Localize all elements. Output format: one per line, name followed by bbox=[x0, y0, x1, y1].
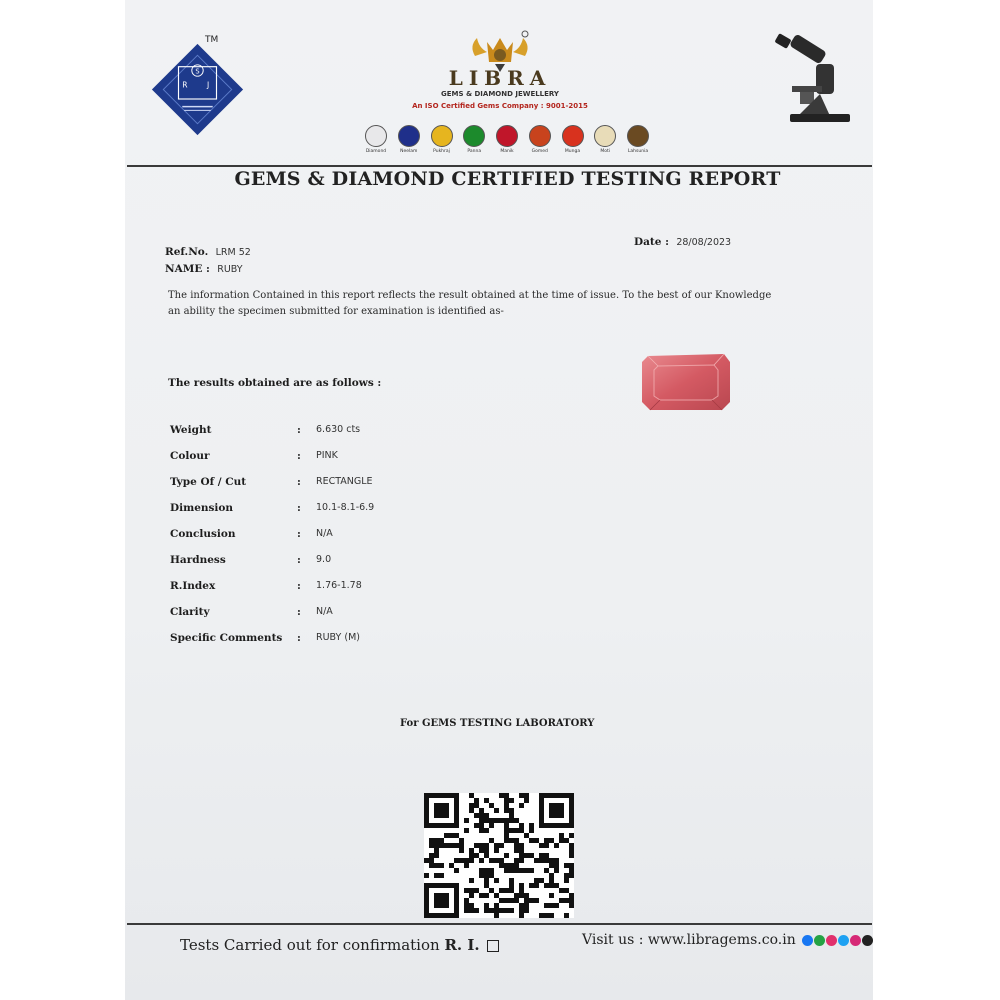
gemstone-icon bbox=[562, 125, 584, 147]
intro-paragraph: The information Contained in this report reflects the result obtained at the time of issue. To the best of our Knowledge an ability the specimen submitted for examination is identified as- bbox=[168, 290, 772, 317]
checkbox-square-icon bbox=[487, 940, 499, 952]
gemstone-icon bbox=[496, 125, 518, 147]
ruby-stone-image bbox=[638, 352, 733, 412]
spec-value: N/A bbox=[316, 528, 333, 539]
gemstone-name: Panna bbox=[467, 149, 482, 154]
social-icons bbox=[802, 935, 873, 946]
spec-value: 6.630 cts bbox=[316, 424, 361, 435]
spec-label: Type Of / Cut bbox=[170, 476, 247, 488]
brand-subtitle: GEMS & DIAMOND JEWELLERY bbox=[440, 90, 560, 98]
tests-code: R. I. bbox=[444, 936, 480, 954]
results-heading: The results obtained are as follows : bbox=[168, 377, 382, 389]
spec-colon: : bbox=[297, 424, 301, 436]
spec-label: Clarity bbox=[170, 606, 210, 618]
gemstone-item bbox=[395, 125, 423, 161]
social-icon[interactable] bbox=[802, 935, 813, 946]
name-label: NAME : bbox=[165, 263, 210, 275]
gemstone-icon bbox=[463, 125, 485, 147]
gemstone-icon bbox=[398, 125, 420, 147]
spec-label: Colour bbox=[170, 450, 210, 462]
gemstone-icon bbox=[627, 125, 649, 147]
gemstone-name: Munga bbox=[564, 149, 581, 154]
gemstone-item bbox=[428, 125, 456, 161]
gemstone-item bbox=[460, 125, 488, 161]
gemstone-name: Gomed bbox=[531, 149, 548, 154]
date-label: Date : bbox=[634, 236, 669, 248]
gemstone-name: Lahsunia bbox=[627, 149, 649, 154]
gemstone-row bbox=[362, 125, 652, 161]
gemstone-name: Moti bbox=[600, 149, 611, 154]
social-icon[interactable] bbox=[826, 935, 837, 946]
report-date bbox=[634, 236, 731, 248]
gemstone-icon bbox=[365, 125, 387, 147]
social-icon[interactable] bbox=[838, 935, 849, 946]
social-icon[interactable] bbox=[850, 935, 861, 946]
brand-name: LIBRA bbox=[448, 66, 552, 90]
svg-text:S: S bbox=[195, 67, 200, 76]
spec-colon: : bbox=[297, 606, 301, 618]
spec-value: 1.76-1.78 bbox=[316, 580, 362, 591]
gemstone-item bbox=[591, 125, 619, 161]
spec-label: Conclusion bbox=[170, 528, 236, 540]
trademark-label: TM bbox=[205, 35, 219, 45]
spec-value: PINK bbox=[316, 450, 338, 461]
tests-confirmation bbox=[180, 936, 499, 954]
background-right bbox=[873, 0, 1000, 1000]
website-line bbox=[582, 932, 873, 948]
svg-text:R: R bbox=[182, 80, 188, 90]
ref-label: Ref.No. bbox=[165, 246, 209, 258]
website-link[interactable]: Visit us : www.libragems.co.in bbox=[582, 932, 796, 948]
gemstone-item bbox=[559, 125, 587, 161]
gemstone-name: Pukhraj bbox=[433, 149, 450, 154]
tests-text: Tests Carried out for confirmation bbox=[180, 936, 440, 954]
spec-value: 9.0 bbox=[316, 554, 332, 565]
spec-colon: : bbox=[297, 632, 301, 644]
spec-label: Weight bbox=[170, 424, 212, 436]
stone-name bbox=[165, 263, 243, 275]
gemstone-item bbox=[362, 125, 390, 161]
microscope-icon bbox=[770, 30, 855, 125]
gemstone-item bbox=[526, 125, 554, 161]
date-value: 28/08/2023 bbox=[676, 237, 732, 248]
spec-colon: : bbox=[297, 554, 301, 566]
reference-number bbox=[165, 246, 251, 258]
spec-label: Specific Comments bbox=[170, 632, 283, 644]
svg-text:J: J bbox=[207, 80, 210, 90]
gemstone-name: Neelam bbox=[400, 149, 418, 154]
spec-label: Dimension bbox=[170, 502, 234, 514]
social-icon[interactable] bbox=[814, 935, 825, 946]
qr-code[interactable] bbox=[424, 793, 574, 918]
header-divider bbox=[127, 165, 872, 167]
spec-colon: : bbox=[297, 580, 301, 592]
name-value: RUBY bbox=[217, 264, 243, 275]
spec-colon: : bbox=[297, 450, 301, 462]
spec-value: N/A bbox=[316, 606, 333, 617]
gemstone-item bbox=[624, 125, 652, 161]
spec-label: Hardness bbox=[170, 554, 226, 566]
ref-value: LRM 52 bbox=[215, 247, 251, 258]
spec-colon: : bbox=[297, 476, 301, 488]
spec-value: 10.1-8.1-6.9 bbox=[316, 502, 375, 513]
spec-value: RECTANGLE bbox=[316, 476, 373, 487]
gemstone-name: Manik bbox=[500, 149, 514, 154]
social-icon[interactable] bbox=[862, 935, 873, 946]
gemstone-icon bbox=[529, 125, 551, 147]
report-title: GEMS & DIAMOND CERTIFIED TESTING REPORT bbox=[234, 168, 781, 190]
iso-certification-line: An ISO Certified Gems Company : 9001-2015 bbox=[412, 102, 588, 110]
lab-signature: For GEMS TESTING LABORATORY bbox=[400, 718, 595, 729]
spec-label: R.Index bbox=[170, 580, 216, 592]
spec-colon: : bbox=[297, 502, 301, 514]
gemstone-icon bbox=[431, 125, 453, 147]
gemstone-name: Diamond bbox=[365, 149, 387, 154]
footer-divider bbox=[127, 923, 872, 925]
spec-value: RUBY (M) bbox=[316, 632, 360, 643]
gemstone-icon bbox=[594, 125, 616, 147]
srj-diamond-logo bbox=[150, 42, 245, 137]
gemstone-item bbox=[493, 125, 521, 161]
spec-colon: : bbox=[297, 528, 301, 540]
background-left bbox=[0, 0, 125, 1000]
